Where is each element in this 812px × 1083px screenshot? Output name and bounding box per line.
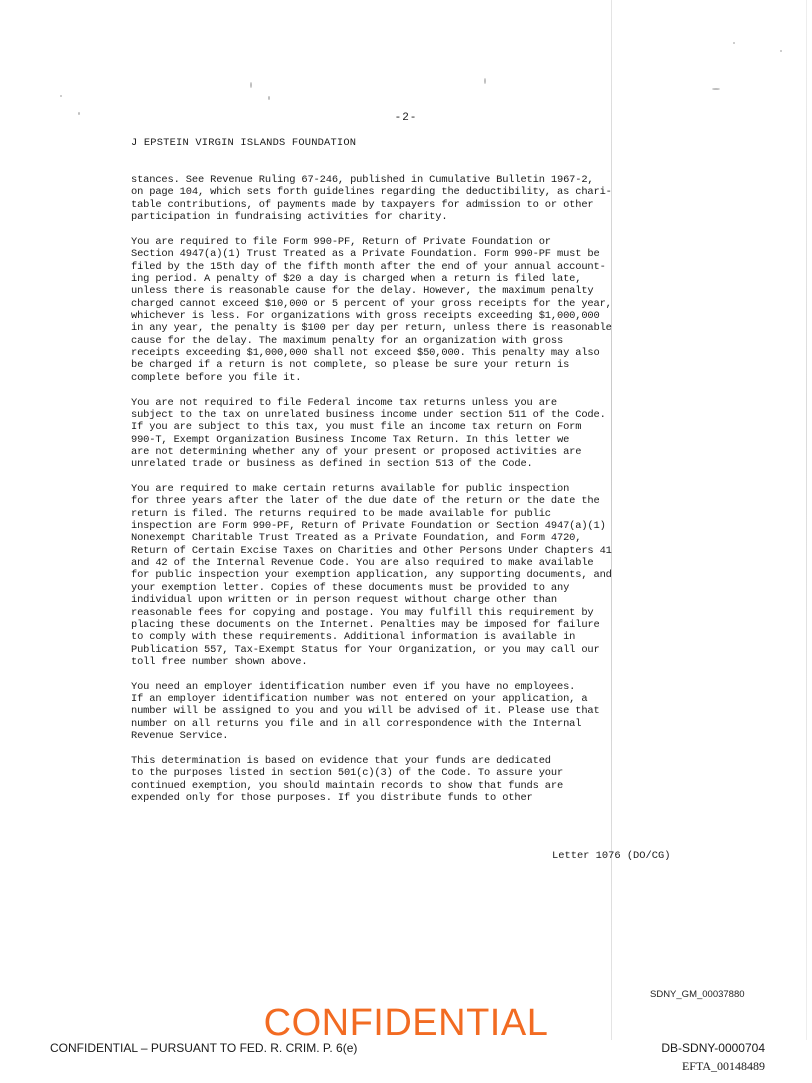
db-sdny-bates-number: DB-SDNY-0000704 — [661, 1041, 765, 1055]
efta-bates-number: EFTA_00148489 — [681, 1059, 765, 1073]
paragraph-2: You are required to file Form 990-PF, Return of Private Foundation or Section 4947(a)(1) Trust Treated as a Private Foundation. Form 990-PF must be filed by the 15th day of the fifth month after the end of your annual account- ing period. A penalty of $20 a day is charged when a return is filed late, unless there is reasonable cause for the delay. However, the maximum penalty charged cannot exceed $10,000 or 5 percent of your gross receipts for the year, whichever is less. For organizations with gross receipts exceeding $1,000,000 in any year, the penalty is $100 per day per return, unless there is reasonable cause for the delay. The maximum penalty for an organization with gross receipts exceeding $1,000,000 shall not exceed $50,000. This penalty may also be charged if a return is not complete, so please be sure your return is complete before you file it. — [131, 235, 612, 384]
scan-speck — [60, 95, 62, 97]
paragraph-5: You need an employer identification number even if you have no employees. If an employer identification number was not entered on your application, a number will be assigned to you and you will be advised of it. Please use that number on all returns you file and in all correspondence with the Internal Revenue Service. — [131, 680, 600, 743]
scan-speck — [733, 42, 735, 44]
paragraph-6: This determination is based on evidence that your funds are dedicated to the purposes listed in section 501(c)(3) of the Code. To assure your continued exemption, you should maintain records to show that funds are expended only for those purposes. If you distribute funds to other — [131, 754, 564, 804]
scan-speck — [250, 82, 252, 88]
scan-speck — [484, 78, 486, 84]
letter-body — [131, 174, 659, 817]
paragraph-3: You are not required to file Federal income tax returns unless you are subject to the tax on unrelated business income under section 511 of the Code. If you are subject to this tax, you must file an income tax return on Form 990-T, Exempt Organization Business Income Tax Return. In this letter we are not determining whether any of your present or proposed activities are unrelated trade or business as defined in section 513 of the Code. — [131, 396, 606, 471]
confidential-stamp: CONFIDENTIAL — [263, 1002, 549, 1044]
scan-artifact-line-right — [806, 0, 807, 1040]
scan-speck — [780, 50, 782, 52]
page-number: -2- — [394, 112, 418, 124]
sdny-bates-number: SDNY_GM_00037880 — [650, 989, 745, 1000]
paragraph-1: stances. See Revenue Ruling 67-246, published in Cumulative Bulletin 1967-2, on page 104, which sets forth guidelines regarding the deductibility, as chari- table contributions, of payments made by taxpayers for admission to or other participation in fundraising activities for charity. — [131, 174, 612, 224]
confidentiality-footer: CONFIDENTIAL – PURSUANT TO FED. R. CRIM. P. 6(e) — [50, 1041, 358, 1055]
letter-reference: Letter 1076 (DO/CG) — [552, 850, 671, 862]
scan-speck — [712, 88, 720, 90]
foundation-heading: J EPSTEIN VIRGIN ISLANDS FOUNDATION — [131, 137, 357, 149]
scan-speck — [268, 96, 270, 100]
paragraph-4: You are required to make certain returns available for public inspection for three years after the later of the due date of the return or the date the return is filed. The returns required to be made available for public inspection are Form 990-PF, Return of Private Foundation or Section 4947(a)(1) Nonexempt Charitable Trust Treated as a Private Foundation, and Form 4720, Return of Certain Excise Taxes on Charities and Other Persons Under Chapters 41 and 42 of the Internal Revenue Code. You are also required to make available for public inspection your exemption application, any supporting documents, and your exemption letter. Copies of these documents must be provided to any individual upon written or in person request without charge other than reasonable fees for copying and postage. You may fulfill this requirement by placing these documents on the Internet. Penalties may be imposed for failure to comply with these requirements. Additional information is available in Publication 557, Tax-Exempt Status for Your Organization, or you may call our toll free number shown above. — [131, 483, 612, 668]
